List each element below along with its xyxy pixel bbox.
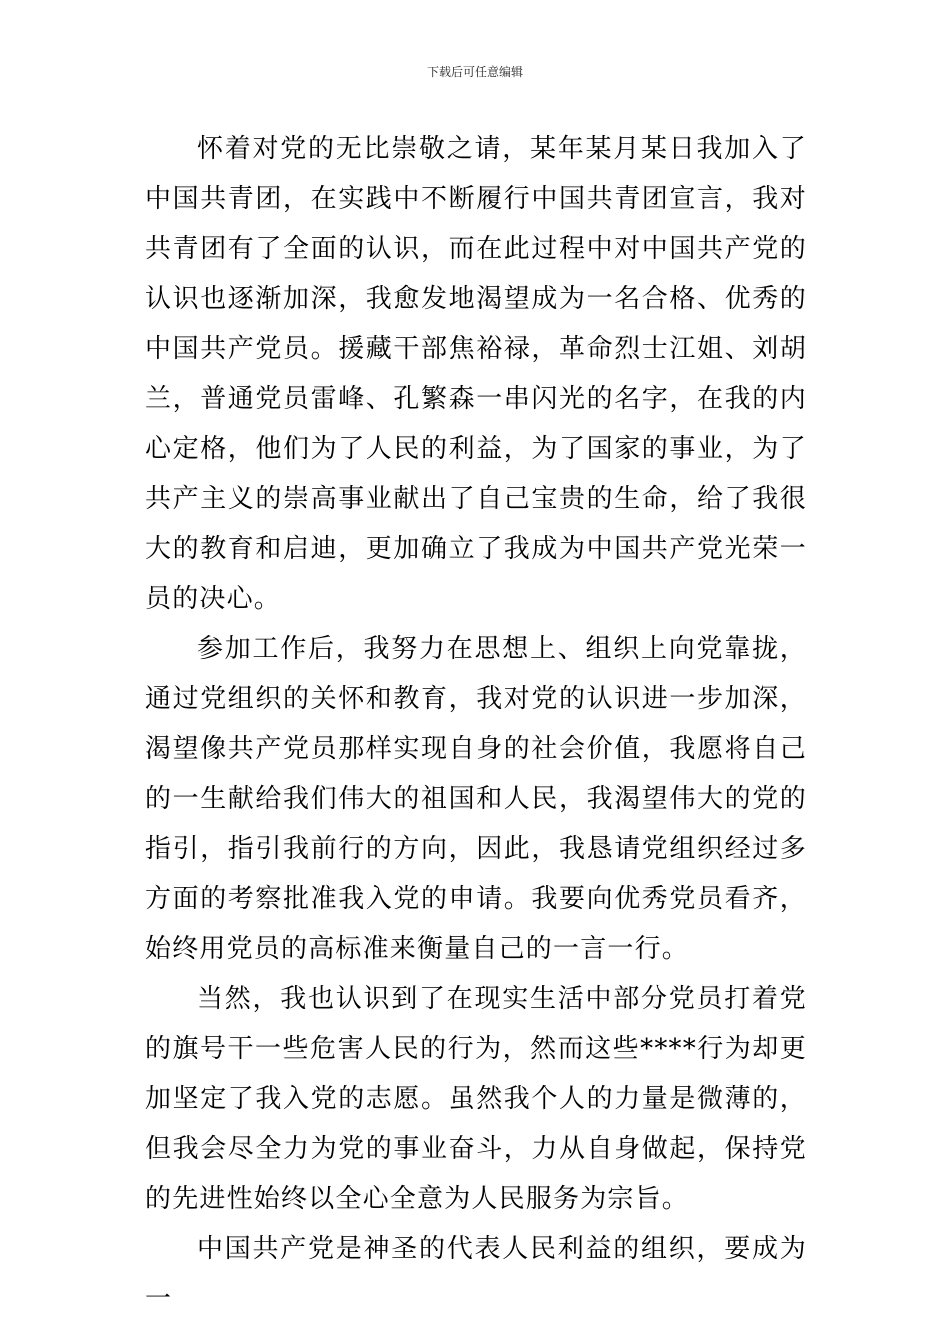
paragraph-2: 参加工作后，我努力在思想上、组织上向党靠拢，通过党组织的关怀和教育，我对党的认识进一步加深，渴望像共产党员那样实现自身的社会价值，我愿将自己的一生献给我们伟大的祖国和人民，我渴望伟大的党的指引，指引我前行的方向，因此，我恳请党组织经过多方面的考察批准我入党的申请。我要向优秀党员看齐，始终用党员的高标准来衡量自己的一言一行。 [145,634,807,964]
document-body [145,124,807,1324]
paragraph-1: 怀着对党的无比崇敬之请，某年某月某日我加入了中国共青团，在实践中不断履行中国共青团宣言，我对共青团有了全面的认识，而在此过程中对中国共产党的认识也逐渐加深，我愈发地渴望成为一名合格、优秀的中国共产党员。援藏干部焦裕禄，革命烈士江姐、刘胡兰，普通党员雷峰、孔繁森一串闪光的名字，在我的内心定格，他们为了人民的利益，为了国家的事业，为了共产主义的崇高事业献出了自己宝贵的生命，给了我很大的教育和启迪，更加确立了我成为中国共产党光荣一员的决心。 [145,134,807,614]
paragraph-4: 中国共产党是神圣的代表人民利益的组织，要成为一 [145,1234,807,1314]
paragraph-3: 当然，我也认识到了在现实生活中部分党员打着党的旗号干一些危害人民的行为，然而这些****行为却更加坚定了我入党的志愿。虽然我个人的力量是微薄的，但我会尽全力为党的事业奋斗，力从自身做起，保持党的先进性始终以全心全意为人民服务为宗旨。 [145,984,807,1214]
page-header: 下载后可任意编辑 [426,65,523,79]
